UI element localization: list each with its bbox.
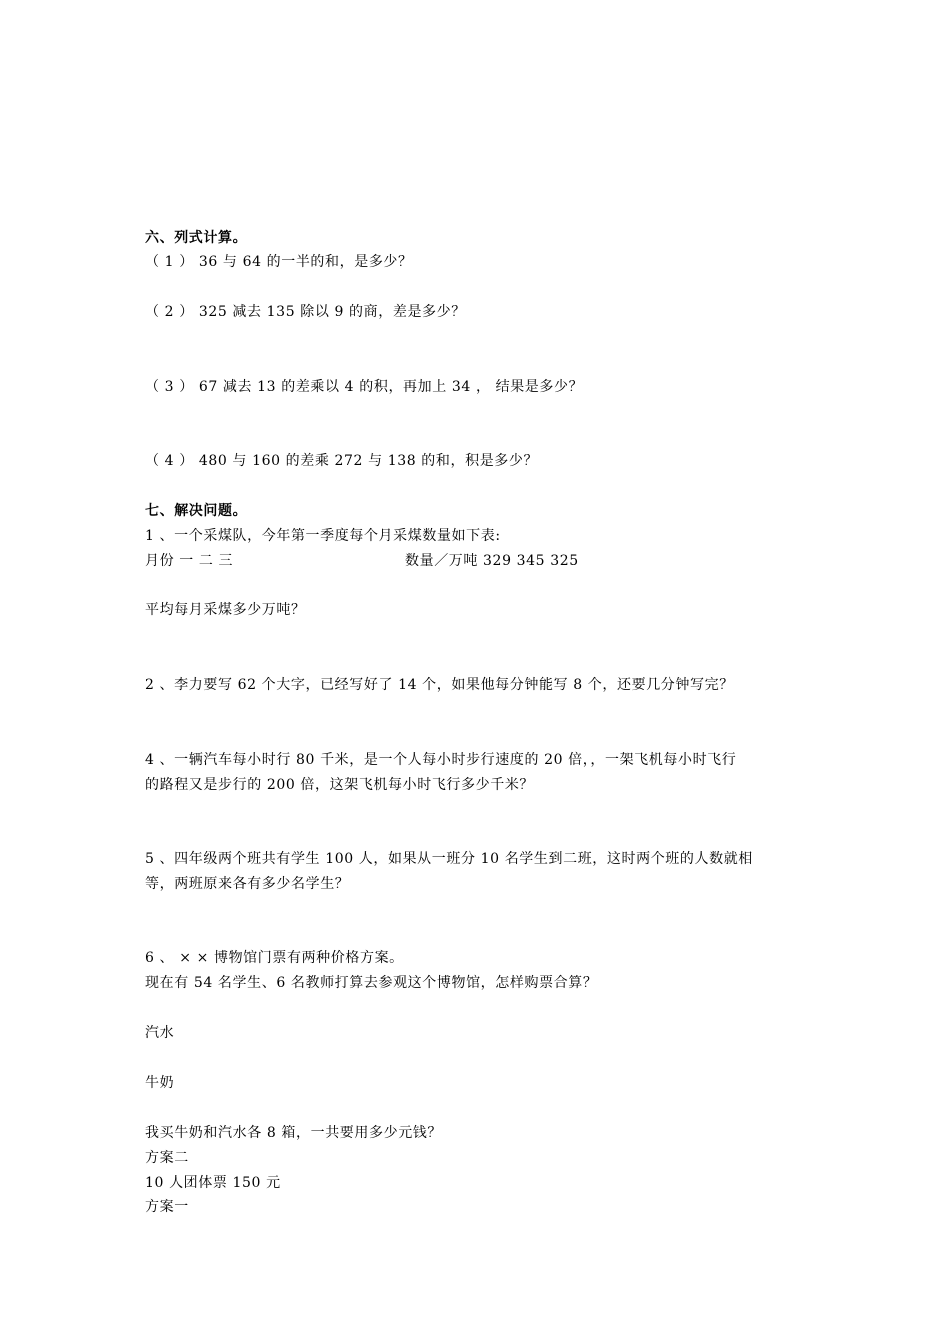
plan-one-label: 方案一 bbox=[145, 1199, 189, 1215]
problem-4-line-1: 4 、一辆汽车每小时行 80 千米，是一个人每小时步行速度的 20 倍，，一架飞机每小时飞行 bbox=[145, 752, 737, 768]
section-six-heading: 六、列式计算。 bbox=[145, 230, 248, 246]
problem-5-line-1: 5 、四年级两个班共有学生 100 人，如果从一班分 10 名学生到二班，这时两个班的人数就相 bbox=[145, 851, 753, 867]
question-3: （ 3 ） 67 减去 13 的差乘以 4 的积，再加上 34 ， 结果是多少？ bbox=[145, 379, 584, 395]
problem-2: 2 、李力要写 62 个大字，已经写好了 14 个，如果他每分钟能写 8 个，还要几分钟写完？ bbox=[145, 677, 734, 693]
milk-label: 牛奶 bbox=[145, 1075, 175, 1091]
soda-label: 汽水 bbox=[145, 1025, 175, 1041]
question-2: （ 2 ） 325 减去 135 除以 9 的商，差是多少？ bbox=[145, 304, 466, 320]
question-4: （ 4 ） 480 与 160 的差乘 272 与 138 的和，积是多少？ bbox=[145, 453, 539, 469]
problem-5-line-2: 等，两班原来各有多少名学生？ bbox=[145, 876, 350, 892]
problem-1-table-months: 月份 一 二 三 bbox=[145, 553, 234, 569]
problem-1-table-quantities: 数量／万吨 329 345 325 bbox=[405, 553, 579, 569]
problem-1-intro: 1 、一个采煤队，今年第一季度每个月采煤数量如下表: bbox=[145, 528, 501, 544]
problem-6-line-1: 6 、 × × 博物馆门票有两种价格方案。 bbox=[145, 950, 404, 966]
plan-two-label: 方案二 bbox=[145, 1150, 189, 1166]
problem-6-line-2: 现在有 54 名学生、6 名教师打算去参观这个博物馆，怎样购票合算？ bbox=[145, 975, 598, 991]
question-1: （ 1 ） 36 与 64 的一半的和，是多少？ bbox=[145, 254, 413, 270]
section-seven-heading: 七、解决问题。 bbox=[145, 503, 248, 519]
group-ticket-price: 10 人团体票 150 元 bbox=[145, 1175, 281, 1191]
problem-1-question: 平均每月采煤多少万吨？ bbox=[145, 602, 306, 618]
buy-question: 我买牛奶和汽水各 8 箱，一共要用多少元钱？ bbox=[145, 1125, 443, 1141]
problem-4-line-2: 的路程又是步行的 200 倍，这架飞机每小时飞行多少千米？ bbox=[145, 777, 535, 793]
